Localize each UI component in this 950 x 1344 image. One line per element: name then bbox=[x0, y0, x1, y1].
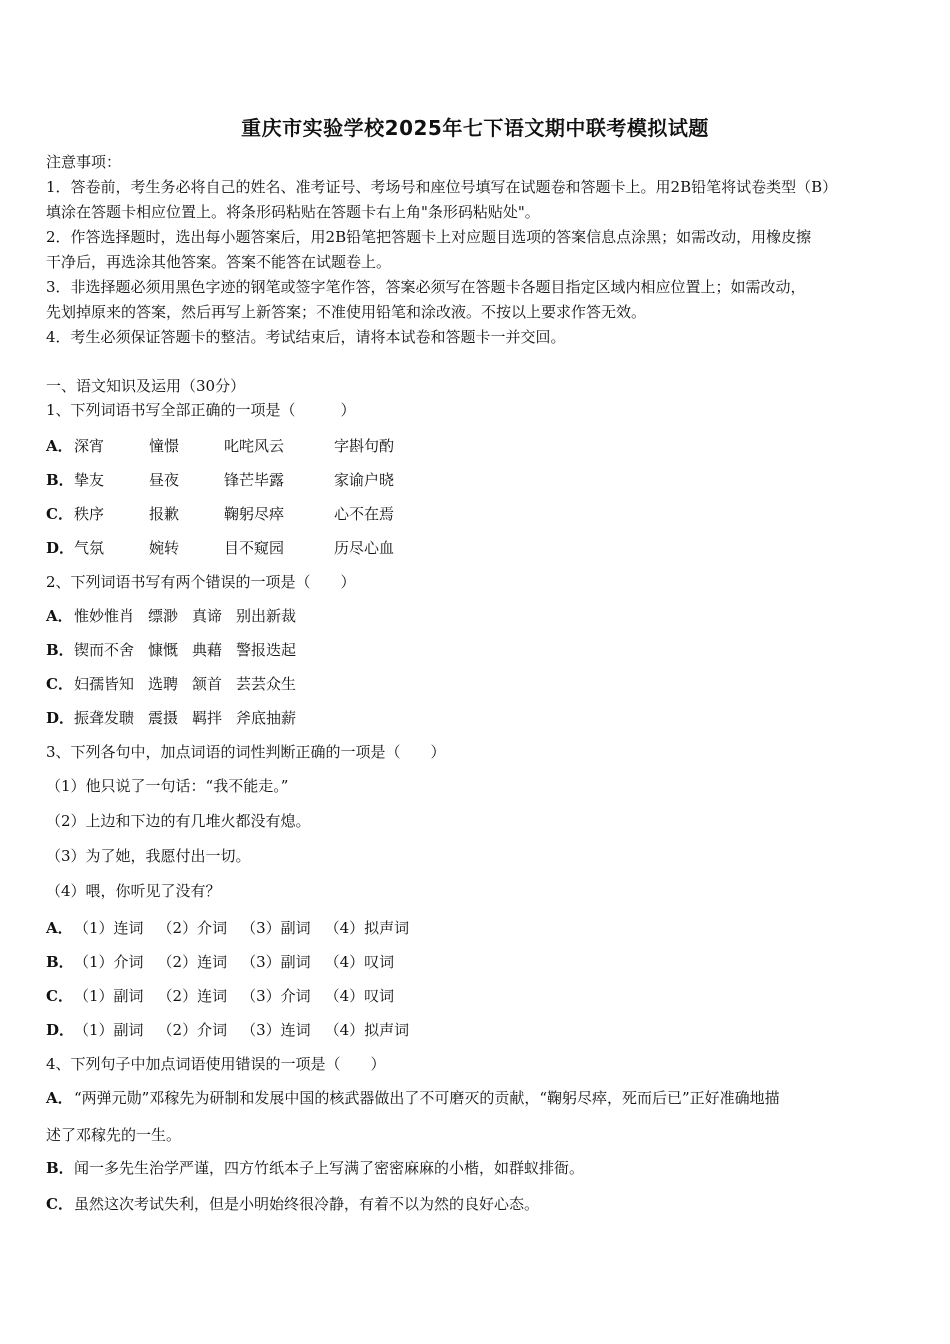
option-label: C． bbox=[46, 987, 73, 1005]
option-word: 羁拌 bbox=[192, 709, 223, 727]
option-word: 斧底抽薪 bbox=[236, 709, 297, 727]
option-label: A． bbox=[46, 437, 73, 455]
option-word: （3）副词 bbox=[241, 919, 311, 937]
option-word: （4）叹词 bbox=[324, 987, 395, 1005]
option-word: 典藉 bbox=[192, 641, 223, 659]
notice-line: 3．非选择题必须用黑色字迹的钢笔或签字笔作答，答案必须写在答题卡各题目指定区域内相应位置上；如需改动， bbox=[46, 278, 806, 296]
option-text: 闻一多先生治学严谨，四方竹纸本子上写满了密密麻麻的小楷，如群蚁排衙。 bbox=[74, 1159, 585, 1177]
question-4-stem: 4、下列句子中加点词语使用错误的一项是（ ） bbox=[46, 1055, 386, 1073]
q3-option-b bbox=[46, 952, 394, 972]
section-heading: 一、语文知识及运用（30分） bbox=[46, 377, 246, 395]
option-label: B． bbox=[46, 1159, 74, 1177]
option-word: 真谛 bbox=[192, 607, 223, 625]
q2-option-c bbox=[46, 674, 296, 694]
q1-option-a bbox=[46, 436, 394, 456]
option-word: （2）连词 bbox=[157, 953, 228, 971]
option-word: 震摄 bbox=[148, 709, 179, 727]
option-word: 妇孺皆知 bbox=[74, 675, 135, 693]
option-text: “两弹元勋”邓稼先为研制和发展中国的核武器做出了不可磨灭的贡献，“鞠躬尽瘁，死而后已”正好准确地描 bbox=[74, 1089, 780, 1107]
option-word: 憧憬 bbox=[149, 437, 180, 455]
option-word: 目不窥园 bbox=[224, 539, 285, 557]
notice-line: 2．作答选择题时，选出每小题答案后，用2B铅笔把答题卡上对应题目选项的答案信息点涂黑；如需改动，用橡皮擦 bbox=[46, 228, 812, 246]
option-label: C． bbox=[46, 505, 73, 523]
page-title: 重庆市实验学校2025年七下语文期中联考模拟试题 bbox=[241, 116, 709, 140]
notice-line: 填涂在答题卡相应位置上。将条形码粘贴在答题卡右上角"条形码粘贴处"。 bbox=[46, 203, 540, 221]
option-word: （2）连词 bbox=[157, 987, 228, 1005]
option-word: 气氛 bbox=[74, 539, 105, 557]
option-label: B． bbox=[46, 641, 74, 659]
option-label: C． bbox=[46, 675, 73, 693]
notice-line: 干净后，再选涂其他答案。答案不能答在试题卷上。 bbox=[46, 253, 392, 271]
option-word: （1）副词 bbox=[74, 1021, 144, 1039]
option-label: A． bbox=[46, 919, 73, 937]
option-text: 虽然这次考试失利，但是小明始终很冷静，有着不以为然的良好心态。 bbox=[74, 1195, 540, 1213]
option-word: 挚友 bbox=[74, 471, 105, 489]
option-label: A． bbox=[46, 1089, 73, 1107]
option-word: 字斟句酌 bbox=[334, 437, 395, 455]
option-word: 振聋发聩 bbox=[74, 709, 135, 727]
q4-option-c bbox=[46, 1194, 539, 1214]
q1-option-c bbox=[46, 504, 394, 524]
option-word: （2）介词 bbox=[157, 1021, 228, 1039]
option-word: 家谕户晓 bbox=[334, 471, 395, 489]
option-word: （1）介词 bbox=[74, 953, 144, 971]
q3-option-c bbox=[46, 986, 394, 1006]
option-word: 锲而不舍 bbox=[74, 641, 135, 659]
option-word: （1）副词 bbox=[74, 987, 144, 1005]
notice-line: 4．考生必须保证答题卡的整洁。考试结束后，请将本试卷和答题卡一并交回。 bbox=[46, 328, 566, 346]
option-label: A． bbox=[46, 607, 73, 625]
notice-line: 先划掉原来的答案，然后再写上新答案；不准使用铅笔和涂改液。不按以上要求作答无效。 bbox=[46, 303, 647, 321]
option-word: 别出新裁 bbox=[236, 607, 297, 625]
question-1-stem: 1、下列词语书写全部正确的一项是（ ） bbox=[46, 401, 356, 419]
option-word: 警报迭起 bbox=[236, 641, 297, 659]
option-word: （3）介词 bbox=[241, 987, 311, 1005]
q3-option-d bbox=[46, 1020, 409, 1040]
option-word: 颔首 bbox=[192, 675, 223, 693]
option-word: 昼夜 bbox=[149, 471, 180, 489]
option-label: B． bbox=[46, 953, 74, 971]
q1-option-d bbox=[46, 538, 394, 558]
option-word: 心不在焉 bbox=[334, 505, 395, 523]
option-label: B． bbox=[46, 471, 74, 489]
option-word: （1）连词 bbox=[74, 919, 144, 937]
option-word: 报歉 bbox=[149, 505, 180, 523]
option-word: 锋芒毕露 bbox=[224, 471, 285, 489]
q4-option-b bbox=[46, 1158, 584, 1178]
q4-option-a bbox=[46, 1088, 780, 1108]
option-word: （2）介词 bbox=[157, 919, 228, 937]
option-word: 选聘 bbox=[148, 675, 179, 693]
question-2-stem: 2、下列词语书写有两个错误的一项是（ ） bbox=[46, 573, 356, 591]
option-word: （3）副词 bbox=[241, 953, 311, 971]
option-word: 鞠躬尽瘁 bbox=[224, 505, 285, 523]
q2-option-d bbox=[46, 708, 296, 728]
q3-option-a bbox=[46, 918, 409, 938]
option-word: 惟妙惟肖 bbox=[74, 607, 135, 625]
option-word: 婉转 bbox=[149, 539, 180, 557]
q3-sentence: （1）他只说了一句话：“我不能走。” bbox=[46, 777, 289, 795]
option-word: （3）连词 bbox=[241, 1021, 311, 1039]
option-word: （4）拟声词 bbox=[324, 1021, 410, 1039]
option-word: 秩序 bbox=[74, 505, 105, 523]
option-label: D． bbox=[46, 1021, 75, 1039]
notice-heading: 注意事项： bbox=[46, 153, 122, 171]
option-word: 叱咤风云 bbox=[224, 437, 285, 455]
notice-line: 1．答卷前，考生务必将自己的姓名、准考证号、考场号和座位号填写在试题卷和答题卡上。用2B铅笔将试卷类型（B） bbox=[46, 178, 838, 196]
option-word: 慷慨 bbox=[148, 641, 179, 659]
question-3-stem: 3、下列各句中，加点词语的词性判断正确的一项是（ ） bbox=[46, 743, 446, 761]
q1-option-b bbox=[46, 470, 394, 490]
q4-option-a-continued: 述了邓稼先的一生。 bbox=[46, 1126, 182, 1144]
option-label: D． bbox=[46, 539, 75, 557]
q3-sentence: （4）喂，你听见了没有？ bbox=[46, 882, 221, 900]
q2-option-b bbox=[46, 640, 296, 660]
option-word: 缥渺 bbox=[148, 607, 179, 625]
option-word: 历尽心血 bbox=[334, 539, 395, 557]
option-word: 芸芸众生 bbox=[236, 675, 297, 693]
q2-option-a bbox=[46, 606, 296, 626]
option-word: （4）叹词 bbox=[324, 953, 395, 971]
option-label: C． bbox=[46, 1195, 73, 1213]
option-word: 深宵 bbox=[74, 437, 105, 455]
q3-sentence: （3）为了她，我愿付出一切。 bbox=[46, 847, 251, 865]
option-label: D． bbox=[46, 709, 75, 727]
option-word: （4）拟声词 bbox=[324, 919, 410, 937]
q3-sentence: （2）上边和下边的有几堆火都没有熄。 bbox=[46, 812, 311, 830]
